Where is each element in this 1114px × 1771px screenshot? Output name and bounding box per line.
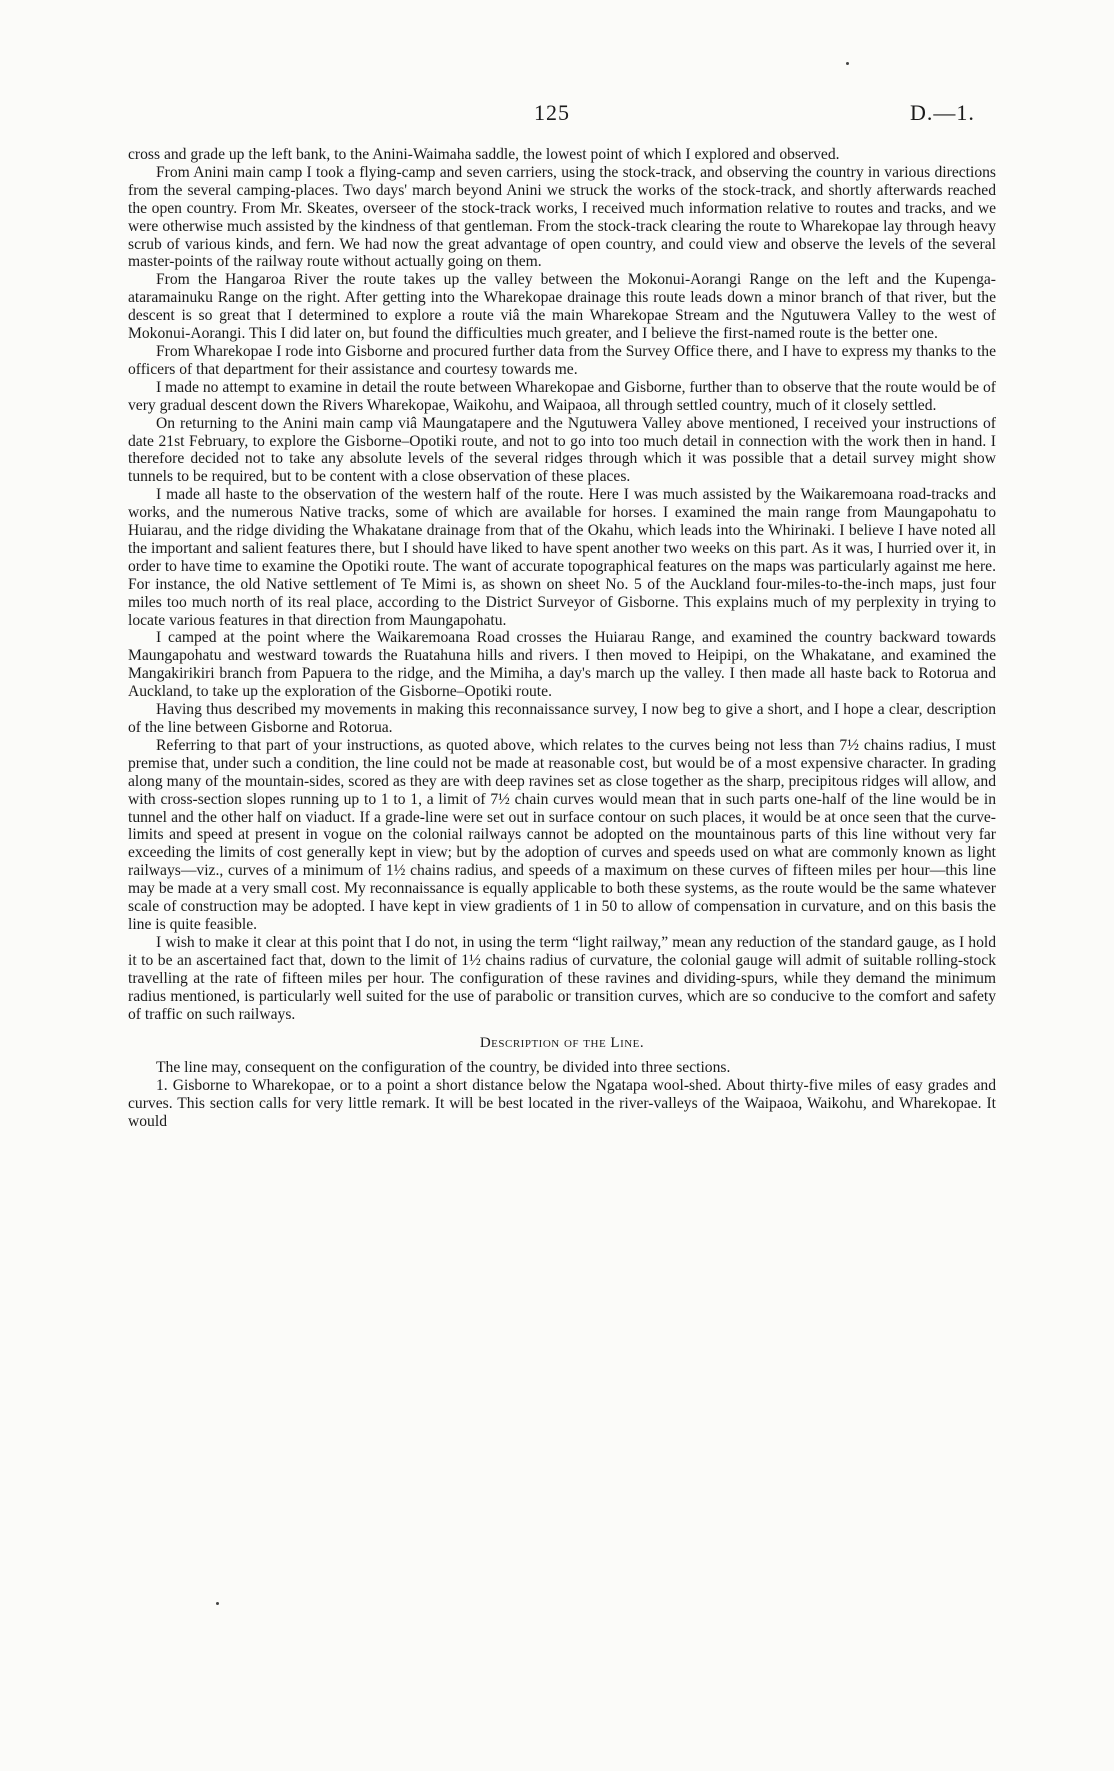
paragraph: Having thus described my movements in making this reconnaissance survey, I now beg to give a short, and I hope a clear, description of the line between Gisborne and Rotorua. <box>128 701 996 736</box>
paragraph: From Wharekopae I rode into Gisborne and procured further data from the Survey Office there, and I have to express my thanks to the officers of that department for their assistance and courtesy towards me. <box>128 342 996 378</box>
scan-speck <box>216 1602 219 1605</box>
paragraph: 1. Gisborne to Wharekopae, or to a point a short distance below the Ngatapa wool-shed. About thirty-five miles of easy grades and curves. This section calls for very little remark. It will be best located in the river-valleys of the Waipaoa, Waikohu, and Wharekopae. It would <box>128 1077 996 1131</box>
scan-speck <box>846 62 849 65</box>
paragraph: I wish to make it clear at this point that I do not, in using the term “light railway,” mean any reduction of the standard gauge, as I hold it to be an ascertained fact that, down to the limit of 1½ chains radius of curvature, the colonial gauge will admit of suitable rolling-stock travelling at the rate of fifteen miles per hour. The configuration of these ravines and dividing-spurs, while they demand the minimum radius mentioned, is particularly well suited for the use of parabolic or transition curves, which are so conducive to the comfort and safety of traffic on such railways. <box>128 933 996 1023</box>
paragraph: I camped at the point where the Waikaremoana Road crosses the Huiarau Range, and examined the country backward towards Maungapohatu and westward towards the Ruatahuna hills and rivers. I then moved to Heipipi, on the Whakatane, and examined the Mangakirikiri branch from Papuera to the ridge, and the Mimiha, a day's march up the valley. I then made all haste back to Rotorua and Auckland, to take up the exploration of the Gisborne–Opotiki route. <box>128 629 996 701</box>
paragraph: I made no attempt to examine in detail the route between Wharekopae and Gisborne, further than to observe that the route would be of very gradual descent down the Rivers Wharekopae, Waikohu, and Waipaoa, all through settled country, much of it closely settled. <box>128 378 996 414</box>
section-heading: Description of the Line. <box>479 1035 645 1052</box>
document-reference: D.—1. <box>910 100 975 125</box>
paragraph: Referring to that part of your instructions, as quoted above, which relates to the curves being not less than 7½ chains radius, I must premise that, under such a condition, the line could not be made at reasonable cost, but would be of a most expensive character. In grading along many of the mountain-sides, scored as they are with deep ravines set as close together as the sharp, precipitous ridges will allow, and with cross-section slopes running up to 1 to 1, a limit of 7½ chain curves would mean that in such parts one-half of the line would be in tunnel and the other half on viaduct. If a grade-line were set out in surface contour on such places, it would be at once seen that the curve-limits and speed at present in vogue on the colonial railways cannot be adopted on the mountainous parts of this line without very far exceeding the limits of cost generally kept in view; but by the adoption of curves and speeds used on what are commonly known as light railways—viz., curves of a minimum of 1½ chains radius, and speeds of a maximum on these curves of fifteen miles per hour—this line may be made at a very small cost. My reconnaissance is equally applicable to both these systems, as the route would be the same whatever scale of construction may be adopted. I have kept in view gradients of 1 in 50 to allow of compensation in curvature, and on this basis the line is quite feasible. <box>128 736 996 933</box>
paragraph: On returning to the Anini main camp viâ Maungatapere and the Ngutuwera Valley above mentioned, I received your instructions of date 21st February, to explore the Gisborne–Opotiki route, and not to go into too much detail in connection with the work then in hand. I therefore decided not to take any absolute levels of the several ridges through which it was possible that a detail survey might show tunnels to be required, but to be content with a close observation of these places. <box>128 414 996 486</box>
paragraph: I made all haste to the observation of the western half of the route. Here I was much assisted by the Waikaremoana road-tracks and works, and the numerous Native tracks, some of which are available for horses. I examined the main range from Maungapohatu to Huiarau, and the ridge dividing the Whakatane drainage from that of the Okahu, which leads into the Whirinaki. I believe I have noted all the important and salient features there, but I should have liked to have spent another two weeks on this part. As it was, I hurried over it, in order to have time to examine the Opotiki route. The want of accurate topographical features on the maps was particularly against me here. For instance, the old Native settlement of Te Mimi is, as shown on sheet No. 5 of the Auckland four-miles-to-the-inch maps, just four miles too much north of its real place, according to the District Surveyor of Gisborne. This explains much of my perplexity in trying to locate various features in that direction from Maungapohatu. <box>128 486 996 629</box>
page-number: 125 <box>534 100 570 125</box>
paragraph: The line may, consequent on the configuration of the country, be divided into three sections. <box>156 1059 731 1077</box>
paragraph-continuation: cross and grade up the left bank, to the Anini-Waimaha saddle, the lowest point of which I explored and observed. <box>128 146 840 163</box>
paragraph: From Anini main camp I took a flying-camp and seven carriers, using the stock-track, and observing the country in various directions from the several camping-places. Two days' march beyond Anini we struck the works of the stock-track, and shortly afterwards reached the open country. From Mr. Skeates, overseer of the stock-track works, I received much information relative to routes and tracks, and we were otherwise much assisted by the kindness of that gentleman. From the stock-track clearing the route to Wharekopae lay through heavy scrub of various kinds, and fern. We had now the great advantage of open country, and could view and observe the levels of the several master-points of the railway route without actually going on them. <box>128 163 996 271</box>
page-body <box>128 146 996 1131</box>
paragraph: From the Hangaroa River the route takes up the valley between the Mokonui-Aorangi Range on the left and the Kupenga-ataramainuku Range on the right. After getting into the Wharekopae drainage this route leads down a minor branch of that river, but the descent is so great that I determined to explore a route viâ the main Wharekopae Stream and the Ngutuwera Valley to the west of Mokonui-Aorangi. This I did later on, but found the difficulties much greater, and I believe the first-named route is the better one. <box>128 271 996 343</box>
page-header <box>0 100 1114 130</box>
